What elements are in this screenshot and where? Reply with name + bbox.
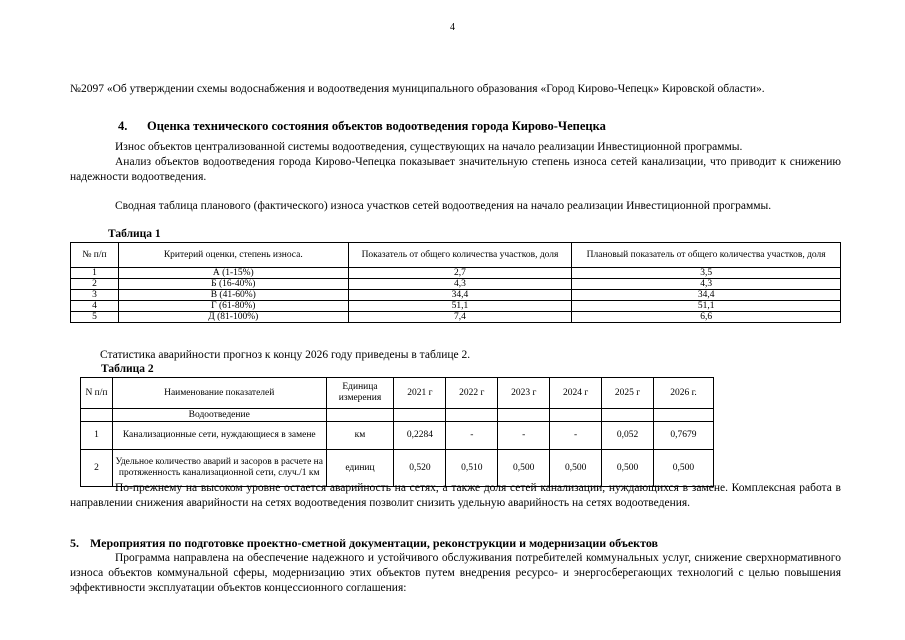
table-cell: 0,2284 (394, 422, 446, 450)
section4-title: Оценка технического состояния объектов водоотведения города Кирово-Чепецка (147, 119, 606, 133)
table-cell: 6,6 (572, 312, 841, 323)
table-cell: 0,500 (498, 450, 550, 487)
table2-header-2025: 2025 г (602, 378, 654, 409)
table2-header-num: N п/п (81, 378, 113, 409)
table-cell: 0,500 (602, 450, 654, 487)
table1-header-num: № п/п (71, 243, 119, 268)
table-cell: 0,7679 (653, 422, 713, 450)
table2-section-label: Водоотведение (112, 409, 326, 422)
table-cell: 0,500 (550, 450, 602, 487)
table-cell (394, 409, 446, 422)
table-cell: 3 (71, 290, 119, 301)
table2-header-2026: 2026 г. (653, 378, 713, 409)
intro-paragraph: №2097 «Об утверждении схемы водоснабжения и водоотведения муниципального образования «Город Кирово-Чепецк» Кировской области». (70, 83, 765, 95)
table-cell: Д (81-100%) (118, 312, 348, 323)
section4-paragraph-2: Анализ объектов водоотведения города Кирово-Чепецка показывает значительную степень износа сетей канализации, что приводит к снижению надежности водоотведения. (70, 156, 841, 183)
table2 (80, 377, 714, 487)
table-cell (326, 409, 394, 422)
table2-header-name: Наименование показателей (112, 378, 326, 409)
table1-caption: Таблица 1 (108, 228, 161, 240)
table-cell: 34,4 (572, 290, 841, 301)
table-row (71, 312, 841, 323)
table-cell: 5 (71, 312, 119, 323)
table-cell: 4,3 (348, 279, 572, 290)
table-row (71, 268, 841, 279)
table-cell: единиц (326, 450, 394, 487)
table-cell: 0,510 (446, 450, 498, 487)
table-cell: 7,4 (348, 312, 572, 323)
table-cell: - (498, 422, 550, 450)
table2-header-2022: 2022 г (446, 378, 498, 409)
table2-section-row (81, 409, 714, 422)
table-cell: 2 (71, 279, 119, 290)
section4-paragraph-1: Износ объектов централизованной системы водоотведения, существующих на начало реализации Инвестиционной программы. (115, 141, 743, 153)
table-cell: 51,1 (572, 301, 841, 312)
table1 (70, 242, 841, 323)
table-cell: Б (16-40%) (118, 279, 348, 290)
table-cell: 0,052 (602, 422, 654, 450)
after-table2-paragraph: По-прежнему на высоком уровне остается аварийность на сетях, а также доля сетей канализации, нуждающихся в замене. Комплексная работа в направлении снижения аварийности на сетях водоотведения позволит снизить удельную аварийность на сетях водоотведения. (70, 482, 841, 509)
table1-header-criterion: Критерий оценки, степень износа. (118, 243, 348, 268)
table2-header-2021: 2021 г (394, 378, 446, 409)
table-cell: 3,5 (572, 268, 841, 279)
table2-header-unit: Единица измерения (326, 378, 394, 409)
table-row (81, 422, 714, 450)
table-cell: Канализационные сети, нуждающиеся в замене (112, 422, 326, 450)
table2-header-2024: 2024 г (550, 378, 602, 409)
table-cell (446, 409, 498, 422)
table1-header-actual: Показатель от общего количества участков, доля (348, 243, 572, 268)
table-cell: 4,3 (572, 279, 841, 290)
table-cell: 51,1 (348, 301, 572, 312)
table2-header-row (81, 378, 714, 409)
table-cell (602, 409, 654, 422)
table-cell: 4 (71, 301, 119, 312)
table-row (71, 279, 841, 290)
section5-number: 5. (70, 536, 79, 550)
section5-paragraph-1: Программа направлена на обеспечение надежного и устойчивого обслуживания потребителей коммунальных услуг, снижение сверхнормативного износа объектов коммунальной сферы, модернизацию этих объектов путем внедрения ресурсо- и энергосберегающих технологий с целью повышения эффективности эксплуатации объектов концессионного соглашения: (70, 552, 841, 594)
table-cell: 0,500 (653, 450, 713, 487)
table2-header-2023: 2023 г (498, 378, 550, 409)
table-cell (498, 409, 550, 422)
table-cell: 34,4 (348, 290, 572, 301)
table-row (71, 301, 841, 312)
table-cell (81, 409, 113, 422)
table-cell: 2,7 (348, 268, 572, 279)
table2-intro: Статистика аварийности прогноз к концу 2026 году приведены в таблице 2. (100, 349, 471, 361)
table-cell: - (550, 422, 602, 450)
table-cell: - (446, 422, 498, 450)
table-cell (550, 409, 602, 422)
table-cell: 2 (81, 450, 113, 487)
table1-header-planned: Плановый показатель от общего количества участков, доля (572, 243, 841, 268)
section5-title: Мероприятия по подготовке проектно-сметной документации, реконструкции и модернизации объектов (90, 536, 659, 550)
table-cell: В (41-60%) (118, 290, 348, 301)
table1-header-row (71, 243, 841, 268)
section4-number: 4. (118, 119, 128, 133)
table-cell: Удельное количество аварий и засоров в расчете на протяженность канализационной сети, случ./1 км (112, 450, 326, 487)
table-cell: Г (61-80%) (118, 301, 348, 312)
section4-paragraph-3: Сводная таблица планового (фактического) износа участков сетей водоотведения на начало реализации Инвестиционной программы. (115, 200, 772, 212)
table2-caption: Таблица 2 (101, 363, 154, 375)
table-cell: 1 (81, 422, 113, 450)
page-number: 4 (450, 22, 455, 33)
table-cell (653, 409, 713, 422)
table-cell: А (1-15%) (118, 268, 348, 279)
table-cell: 0,520 (394, 450, 446, 487)
table-cell: км (326, 422, 394, 450)
table-cell: 1 (71, 268, 119, 279)
table-row (71, 290, 841, 301)
